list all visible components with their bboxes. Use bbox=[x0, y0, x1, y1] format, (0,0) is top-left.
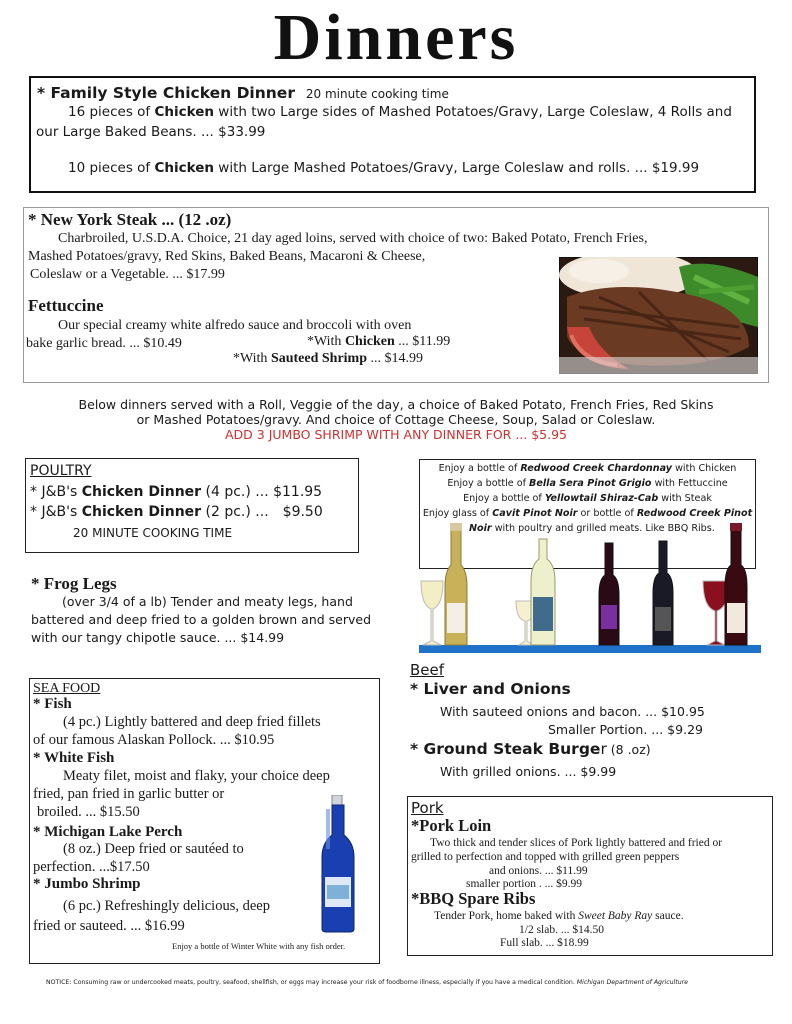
pork-loin-line1: Two thick and tender slices of Pork lightly battered and fried or bbox=[430, 837, 723, 849]
poultry-heading: POULTRY bbox=[30, 463, 92, 479]
bbq-ribs-full: Full slab. ... $18.99 bbox=[500, 937, 589, 949]
perch-heading: * Michigan Lake Perch bbox=[33, 824, 183, 840]
served-with-note: Below dinners served with a Roll, Veggie of the day, a choice of Baked Potato, French Fries, Red Skins or Mashed Potatoes/gravy. And choice of Cottage Cheese, Soup, Salad or Coleslaw. ADD 3 JUMBO SHRIMP WITH ANY DINNER FOR ... $5.95 bbox=[0, 397, 792, 442]
steak-section bbox=[23, 207, 769, 383]
family-cook-time: 20 minute cooking time bbox=[305, 87, 449, 101]
fettuccine-line1: Our special creamy white alfredo sauce and broccoli with oven bbox=[58, 318, 412, 333]
white-fish-heading: * White Fish bbox=[33, 750, 115, 766]
fettuccine-with-shrimp: *With Sauteed Shrimp ... $14.99 bbox=[233, 351, 424, 366]
pork-heading: Pork bbox=[411, 799, 444, 817]
steak-desc-line2: Mashed Potatoes/gravy, Red Skins, Baked Beans, Macaroni & Cheese, bbox=[28, 249, 426, 264]
pork-loin-line2: grilled to perfection and topped with grilled green peppers bbox=[411, 851, 680, 863]
fettuccine-heading: Fettuccine bbox=[28, 296, 104, 315]
frog-heading: * Frog Legs bbox=[31, 574, 117, 593]
seafood-heading: SEA FOOD bbox=[33, 681, 101, 696]
fish-heading: * Fish bbox=[33, 696, 72, 712]
health-notice: NOTICE: Consuming raw or undercooked meats, poultry, seafood, shellfish, or eggs may increase your risk of foodborne illness, especially if you have a medical condition. Michigan Department of Agriculture bbox=[46, 979, 688, 986]
steak-photo bbox=[559, 257, 758, 374]
bbq-ribs-heading: *BBQ Spare Ribs bbox=[411, 889, 536, 908]
pork-loin-line3: and onions. ... $11.99 bbox=[489, 865, 588, 877]
seafood-section bbox=[29, 678, 380, 964]
fish-line2: of our famous Alaskan Pollock. ... $10.95 bbox=[33, 732, 275, 748]
liver-line1: With sauteed onions and bacon. ... $10.95 bbox=[440, 704, 705, 719]
frog-legs-section bbox=[31, 574, 372, 645]
fettuccine-line2: bake garlic bread. ... $10.49 bbox=[26, 336, 182, 351]
poultry-item-2pc: * J&B's Chicken Dinner (2 pc.) ... $9.50 bbox=[30, 504, 323, 520]
jumbo-shrimp-line1: (6 pc.) Refreshingly delicious, deep bbox=[63, 898, 270, 914]
fish-line1: (4 pc.) Lightly battered and deep fried fillets bbox=[63, 714, 321, 730]
white-fish-line3: broiled. ... $15.50 bbox=[37, 804, 140, 820]
frog-line3: with our tangy chipotle sauce. ... $14.99 bbox=[31, 630, 285, 645]
pork-loin-heading: *Pork Loin bbox=[411, 816, 492, 835]
liver-line2: Smaller Portion. ... $9.29 bbox=[548, 722, 703, 737]
white-fish-line1: Meaty filet, moist and flaky, your choice deep bbox=[63, 768, 330, 784]
bbq-ribs-line1: Tender Pork, home baked with Sweet Baby Ray sauce. bbox=[434, 910, 684, 922]
bbq-ribs-half: 1/2 slab. ... $14.50 bbox=[519, 924, 604, 936]
winter-white-bottle-image bbox=[318, 795, 358, 933]
beef-section bbox=[410, 661, 770, 781]
jumbo-shrimp-line2: fried or sauteed. ... $16.99 bbox=[33, 918, 185, 934]
frog-line2: battered and deep fried to a golden brown and served bbox=[31, 612, 372, 627]
steak-desc-line1: Charbroiled, U.S.D.A. Choice, 21 day aged loins, served with choice of two: Baked Potato, French Fries, bbox=[58, 231, 648, 246]
jumbo-shrimp-heading: * Jumbo Shrimp bbox=[33, 876, 141, 892]
family-item-10pc: 10 pieces of Chicken with Large Mashed Potatoes/Gravy, Large Coleslaw and rolls. ... $19.99 bbox=[68, 160, 700, 176]
family-heading: * Family Style Chicken Dinner bbox=[37, 84, 295, 102]
wine-pairings: Enjoy a bottle of Redwood Creek Chardonnay with Chicken Enjoy a bottle of Bella Sera Pinot Grigio with Fettuccine Enjoy a bottle of Yellowtail Shiraz-Cab with Steak Enjoy glass of Cavit Pinot Noir or bottle of Redwood Creek Pinot Noir with poultry and grilled meats. Like BBQ Ribs. bbox=[422, 463, 753, 534]
pork-loin-line4: smaller portion . ... $9.99 bbox=[466, 878, 582, 890]
wine-panel bbox=[419, 459, 761, 655]
shrimp-addon: ADD 3 JUMBO SHRIMP WITH ANY DINNER FOR ... $5.95 bbox=[225, 427, 567, 442]
liver-heading: * Liver and Onions bbox=[410, 680, 571, 698]
steak-heading: * New York Steak ... (12 .oz) bbox=[28, 210, 232, 229]
white-fish-line2: fried, pan fried in garlic butter or bbox=[33, 786, 225, 802]
poultry-item-4pc: * J&B's Chicken Dinner (4 pc.) ... $11.95 bbox=[30, 484, 323, 500]
family-item-16pc: 16 pieces of Chicken with two Large sides of Mashed Potatoes/Gravy, Large Coleslaw, 4 Rolls and our Large Baked Beans. ... $33.99 bbox=[36, 104, 732, 140]
beef-heading: Beef bbox=[410, 661, 445, 679]
pork-section bbox=[407, 796, 773, 956]
steak-desc-line3: Coleslaw or a Vegetable. ... $17.99 bbox=[30, 267, 225, 282]
family-style-section bbox=[29, 76, 756, 193]
fettuccine-with-chicken: *With Chicken ... $11.99 bbox=[307, 334, 451, 349]
poultry-cook-note: 20 MINUTE COOKING TIME bbox=[73, 526, 233, 540]
poultry-section bbox=[25, 458, 359, 553]
wine-bottles-image bbox=[419, 519, 761, 655]
perch-line2: perfection. ...$17.50 bbox=[33, 859, 150, 875]
ground-steak-heading: * Ground Steak Burger (8 .oz) bbox=[410, 740, 651, 758]
perch-line1: (8 oz.) Deep fried or sautéed to bbox=[63, 841, 244, 857]
winter-white-note: Enjoy a bottle of Winter White with any fish order. bbox=[172, 941, 346, 951]
ground-steak-line1: With grilled onions. ... $9.99 bbox=[440, 764, 617, 779]
page-title: Dinners bbox=[273, 1, 519, 74]
frog-line1: (over 3/4 of a lb) Tender and meaty legs, hand bbox=[62, 594, 353, 609]
